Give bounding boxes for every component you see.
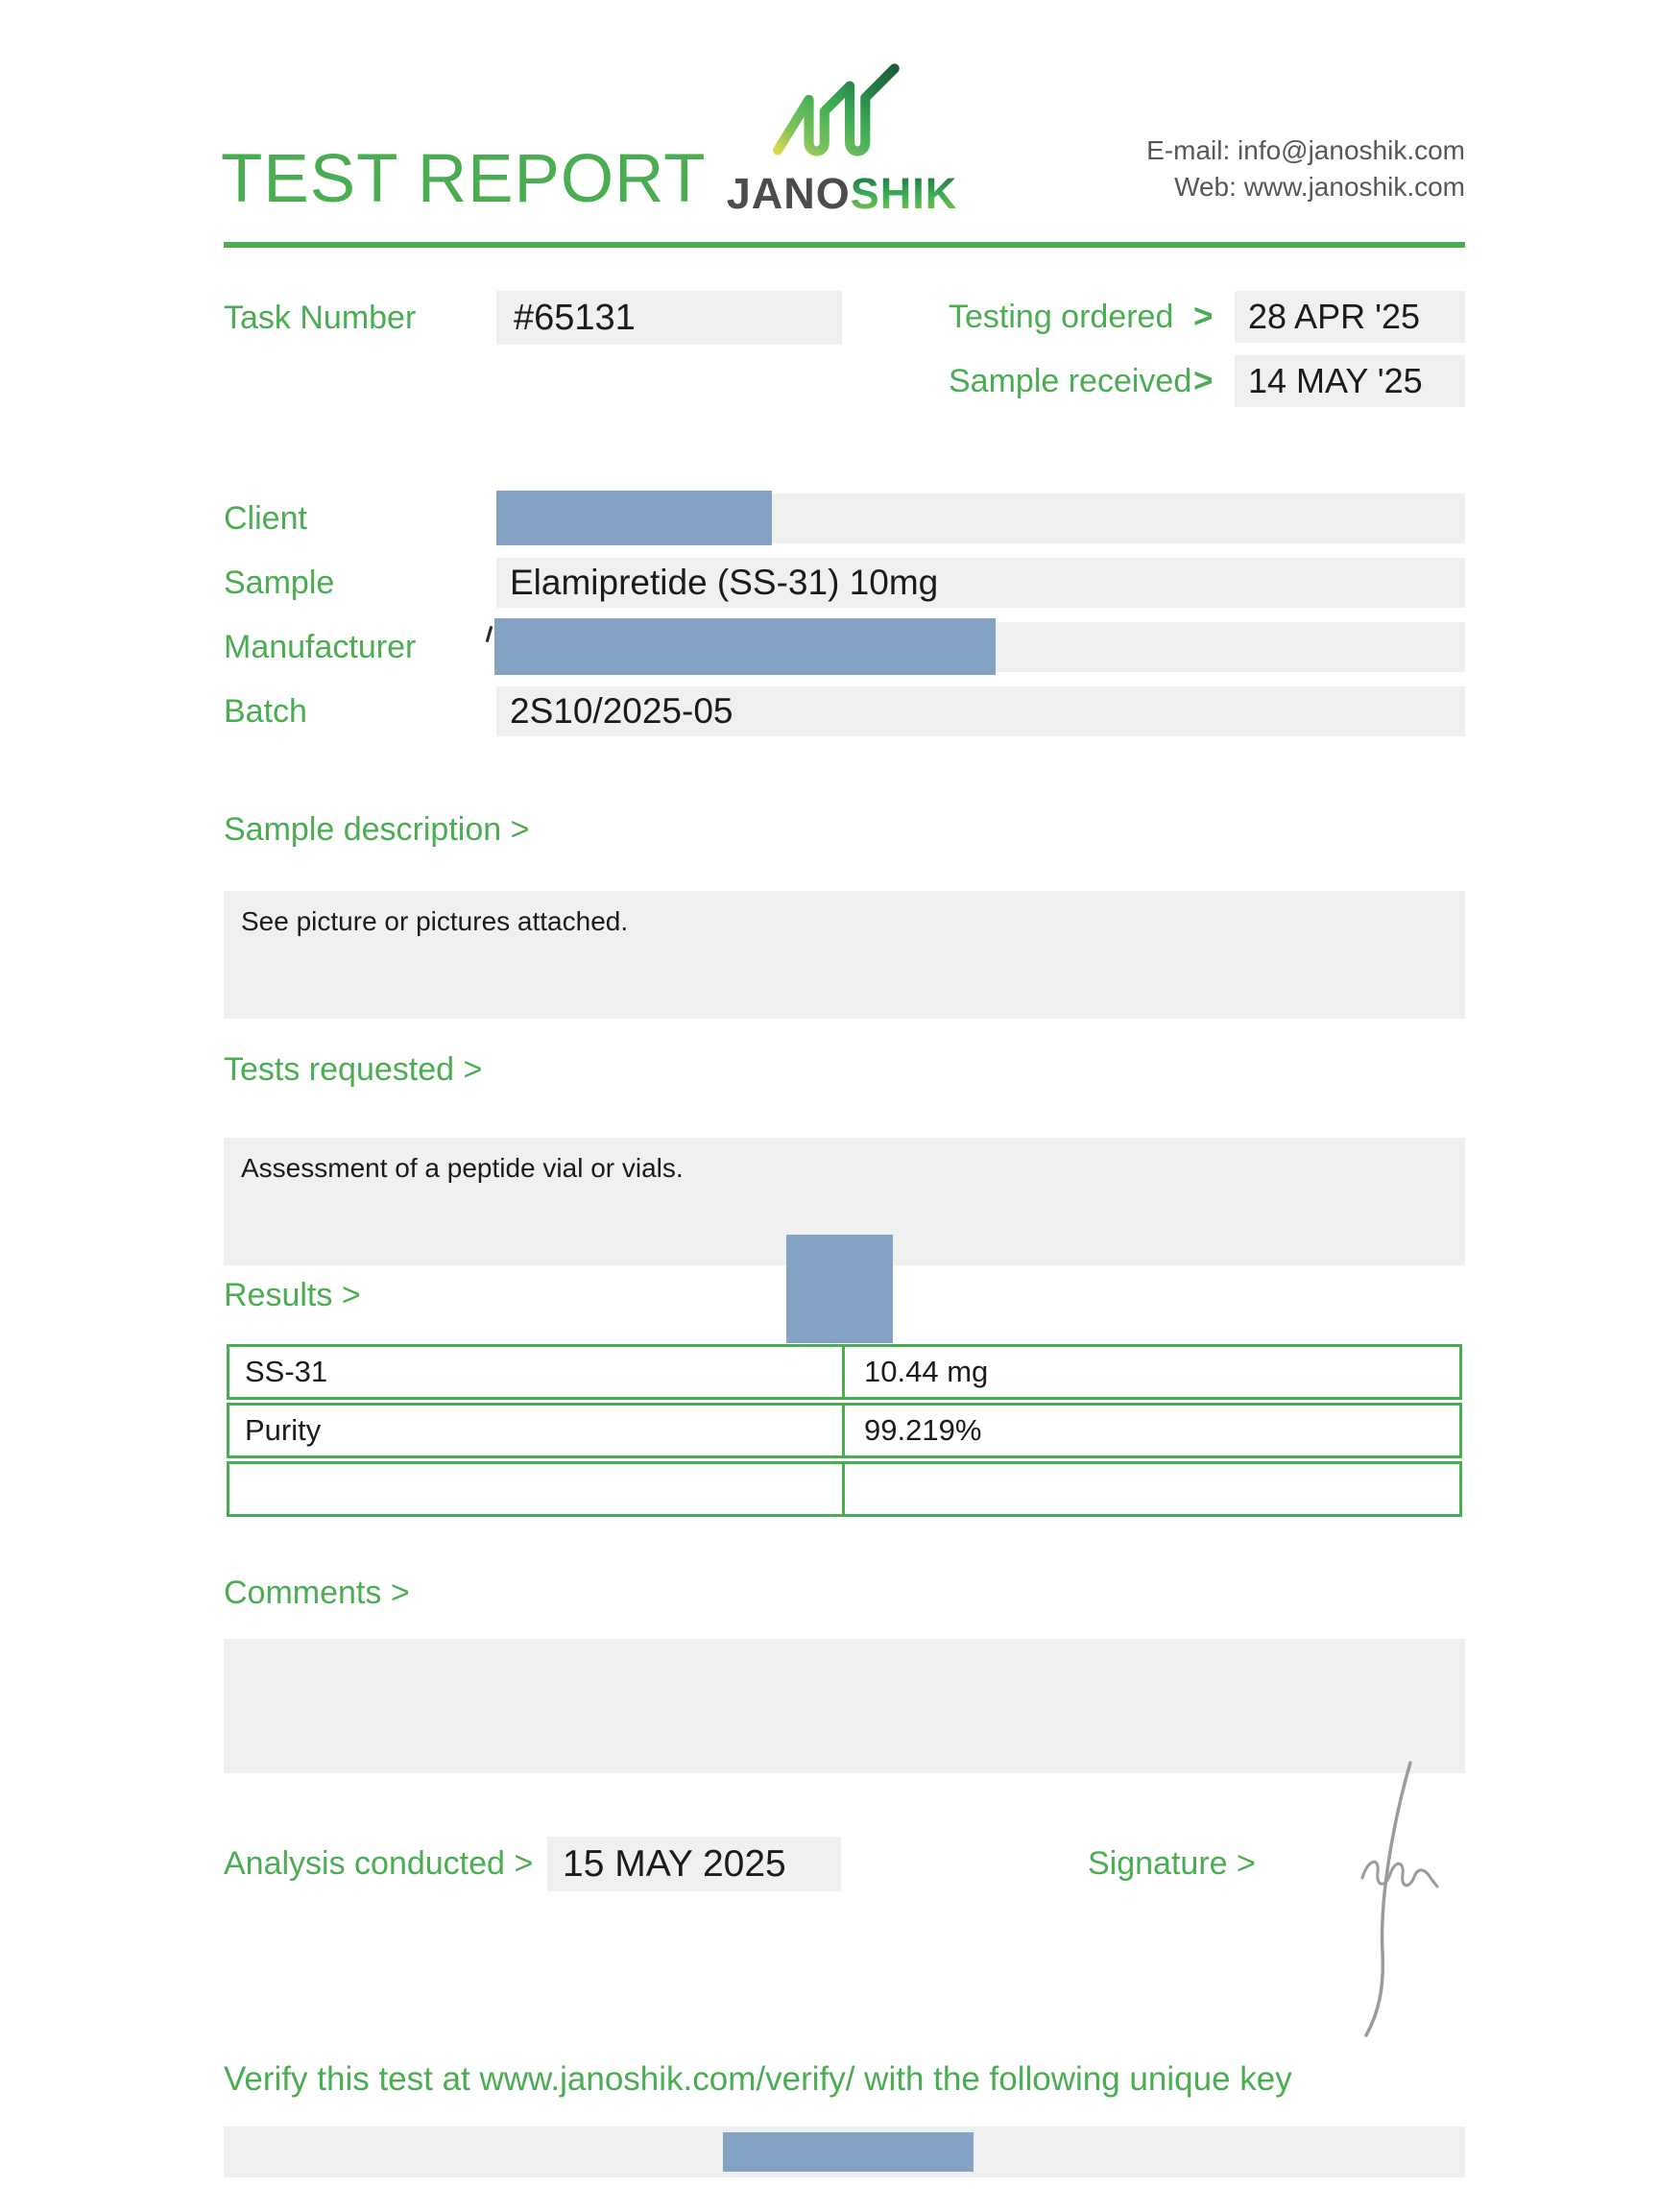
brand-wordmark bbox=[698, 169, 986, 219]
table-row bbox=[227, 1403, 1462, 1458]
analysis-date-value: 15 MAY 2025 bbox=[547, 1837, 841, 1891]
chevron-right-icon: > bbox=[1193, 362, 1214, 399]
comments-heading: Comments > bbox=[224, 1575, 410, 1611]
chevron-right-icon: > bbox=[1193, 298, 1214, 335]
redaction-block-manufacturer bbox=[494, 618, 996, 675]
verify-instruction: Verify this test at www.janoshik.com/verify/ with the following unique key bbox=[224, 2060, 1292, 2098]
redaction-block-results bbox=[786, 1235, 893, 1343]
brand-wordmark-left: JANO bbox=[726, 169, 851, 218]
sample-received-value: 14 MAY '25 bbox=[1235, 355, 1465, 407]
results-table bbox=[227, 1344, 1462, 1520]
result-name-cell bbox=[229, 1464, 845, 1514]
testing-ordered-value: 28 APR '25 bbox=[1235, 291, 1465, 343]
result-value-cell: 10.44 mg bbox=[864, 1355, 989, 1388]
result-name-cell: SS-31 bbox=[229, 1347, 845, 1397]
contact-web: Web: www.janoshik.com bbox=[1174, 172, 1465, 202]
contact-email: E-mail: info@janoshik.com bbox=[1146, 135, 1465, 165]
comments-box bbox=[224, 1639, 1465, 1773]
handwritten-signature bbox=[1312, 1755, 1452, 2043]
contact-info bbox=[1146, 132, 1465, 205]
result-name-cell: Purity bbox=[229, 1406, 845, 1455]
sample-value-field: Elamipretide (SS-31) 10mg bbox=[496, 558, 1465, 608]
results-heading: Results > bbox=[224, 1277, 361, 1313]
redaction-block-client bbox=[496, 491, 772, 545]
testing-ordered-label: Testing ordered bbox=[949, 299, 1174, 335]
sample-label: Sample bbox=[224, 565, 335, 601]
growth-chart-icon bbox=[770, 63, 916, 165]
sample-description-box: See picture or pictures attached. bbox=[224, 891, 1465, 1019]
task-number-label: Task Number bbox=[224, 300, 417, 336]
tests-requested-box: Assessment of a peptide vial or vials. bbox=[224, 1138, 1465, 1265]
manufacturer-text-fragment bbox=[486, 626, 493, 642]
signature-label: Signature > bbox=[1088, 1845, 1256, 1882]
sample-received-label: Sample received bbox=[949, 363, 1192, 399]
manufacturer-label: Manufacturer bbox=[224, 629, 417, 665]
table-row bbox=[227, 1461, 1462, 1517]
brand-wordmark-right: SHIK bbox=[850, 169, 958, 218]
client-label: Client bbox=[224, 500, 307, 537]
header-divider bbox=[224, 242, 1465, 248]
batch-label: Batch bbox=[224, 693, 307, 730]
sample-description-heading: Sample description > bbox=[224, 811, 530, 848]
table-row bbox=[227, 1344, 1462, 1400]
batch-value-field: 2S10/2025-05 bbox=[496, 686, 1465, 736]
page-title: TEST REPORT bbox=[221, 141, 707, 217]
task-number-value: #65131 bbox=[496, 291, 842, 345]
tests-requested-heading: Tests requested > bbox=[224, 1051, 483, 1088]
analysis-conducted-label: Analysis conducted > bbox=[224, 1845, 534, 1882]
result-value-cell bbox=[845, 1464, 1459, 1514]
redaction-block-key bbox=[723, 2132, 974, 2172]
result-value-cell: 99.219% bbox=[864, 1413, 982, 1447]
